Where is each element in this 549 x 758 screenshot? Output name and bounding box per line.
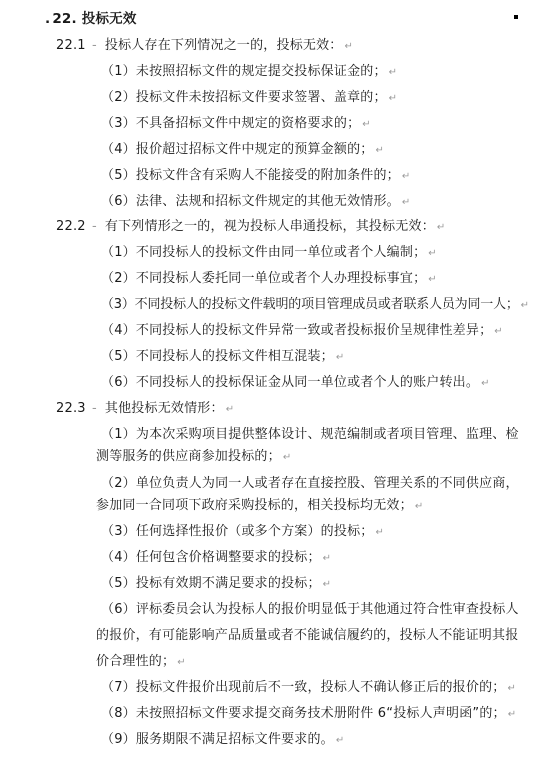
list-item <box>101 732 344 749</box>
paragraph-mark-icon: ↵ <box>401 171 411 182</box>
paragraph-mark-icon: ↵ <box>362 119 371 130</box>
list-item-text: （6）法律、法规和招标文件规定的其他无效情形。 <box>101 194 400 209</box>
list-item <box>101 576 331 593</box>
list-item-text: （4）任何包含价格调整要求的投标； <box>101 550 321 565</box>
paragraph-mark-icon: ↵ <box>507 709 517 720</box>
paragraph-mark-icon: ↵ <box>436 222 446 233</box>
paragraph-mark-icon: ↵ <box>322 579 332 590</box>
tab-mark: - <box>92 38 97 53</box>
section-heading <box>45 11 137 27</box>
list-item <box>101 271 437 288</box>
list-item <box>101 375 490 392</box>
list-item-continuation <box>96 628 518 644</box>
list-item <box>101 427 519 443</box>
heading-dot: . <box>45 11 51 27</box>
list-item-text: （4）不同投标人的投标文件异常一致或者投标报价呈规律性差异； <box>101 323 493 338</box>
list-item <box>101 680 516 697</box>
list-item-text: （1）为本次采购项目提供整体设计、规范编制或者项目管理、监理、检 <box>101 427 519 442</box>
list-item <box>101 550 331 567</box>
paragraph-mark-icon: ↵ <box>375 145 385 156</box>
list-item-continuation <box>96 449 291 466</box>
list-item-text: （3）不同投标人的投标文件载明的项目管理成员或者联系人员为同一人； <box>101 297 519 312</box>
paragraph-mark-icon: ↵ <box>428 274 437 285</box>
paragraph-mark-icon: ↵ <box>414 501 424 512</box>
list-item-text: （2）单位负责人为同一人或者存在直接控股、管理关系的不同供应商， <box>101 476 519 491</box>
paragraph-mark-icon: ↵ <box>481 378 490 389</box>
list-item <box>101 116 371 133</box>
list-item-text: （5）不同投标人的投标文件相互混装； <box>101 349 334 364</box>
list-item <box>101 323 503 340</box>
tab-mark: - <box>92 219 97 234</box>
list-item-text: （2）不同投标人委托同一单位或者个人办理投标事宜； <box>101 271 427 286</box>
list-item-text: 测等服务的供应商参加投标的； <box>96 449 281 464</box>
clause-intro: 其他投标无效情形： <box>104 401 224 416</box>
list-item-text: （5）投标有效期不满足要求的投标； <box>101 576 321 591</box>
paragraph-mark-icon: ↵ <box>322 553 332 564</box>
list-item-text: （4）报价超过招标文件中规定的预算金额的； <box>101 142 374 157</box>
list-item <box>101 168 410 185</box>
list-item <box>101 349 344 366</box>
list-item-text: （3）不具备招标文件中规定的资格要求的； <box>101 116 361 131</box>
list-item-text: 参加同一合同项下政府采购投标的，相关投标均无效； <box>96 498 413 513</box>
list-item-text: （7）投标文件报价出现前后不一致，投标人不确认修正后的报价的； <box>101 680 506 695</box>
tab-mark: - <box>92 401 97 416</box>
clause-22-3 <box>56 401 234 418</box>
paragraph-mark-icon: ↵ <box>507 683 517 694</box>
list-item <box>101 476 519 492</box>
paragraph-mark-icon: ↵ <box>388 67 398 78</box>
paragraph-mark-icon: ↵ <box>494 326 503 337</box>
paragraph-mark-icon: ↵ <box>401 197 411 208</box>
list-item <box>101 524 384 541</box>
list-item <box>101 297 529 314</box>
paragraph-mark-icon: ↵ <box>375 527 385 538</box>
list-item <box>101 90 397 107</box>
list-item-text: （6）不同投标人的投标保证金从同一单位或者个人的账户转出。 <box>101 375 480 390</box>
clause-number: 22.3 <box>56 401 86 416</box>
list-item-text: 价合理性的； <box>96 654 176 669</box>
clause-22-2 <box>56 219 446 236</box>
paragraph-mark-icon: ↵ <box>282 452 292 463</box>
paragraph-mark-icon: ↵ <box>335 735 345 746</box>
list-item <box>101 602 519 618</box>
list-item <box>101 194 410 211</box>
heading-text: 22. 投标无效 <box>52 11 137 27</box>
paragraph-mark-icon: ↵ <box>177 657 186 668</box>
paragraph-mark-icon: ↵ <box>428 248 437 259</box>
clause-number: 22.2 <box>56 219 86 234</box>
list-item-text: （3）任何选择性报价（或多个方案）的投标； <box>101 524 374 539</box>
list-item-text: （6）评标委员会认为投标人的报价明显低于其他通过符合性审查投标人 <box>101 602 519 617</box>
list-item-text: （8）未按照招标文件要求提交商务技术册附件 6“投标人声明函”的； <box>101 706 506 721</box>
list-item-text: （9）服务期限不满足招标文件要求的。 <box>101 732 334 747</box>
paragraph-mark-icon: ↵ <box>388 93 398 104</box>
list-item-continuation <box>96 498 423 515</box>
list-item <box>101 142 384 159</box>
corner-mark <box>514 15 518 19</box>
clause-intro: 投标人存在下列情况之一的，投标无效： <box>104 38 343 53</box>
clause-number: 22.1 <box>56 38 86 53</box>
list-item-text: （1）不同投标人的投标文件由同一单位或者个人编制； <box>101 245 427 260</box>
list-item <box>101 64 397 81</box>
list-item <box>101 245 437 262</box>
list-item <box>101 706 516 723</box>
paragraph-mark-icon: ↵ <box>335 352 345 363</box>
list-item-continuation <box>96 654 186 671</box>
list-item-text: （5）投标文件含有采购人不能接受的附加条件的； <box>101 168 400 183</box>
clause-intro: 有下列情形之一的，视为投标人串通投标，其投标无效： <box>104 219 435 234</box>
paragraph-mark-icon: ↵ <box>344 41 354 52</box>
clause-22-1 <box>56 38 353 55</box>
list-item-text: （2）投标文件未按招标文件要求签署、盖章的； <box>101 90 387 105</box>
list-item-text: （1）未按照招标文件的规定提交投标保证金的； <box>101 64 387 79</box>
paragraph-mark-icon: ↵ <box>225 404 235 415</box>
list-item-text: 的报价，有可能影响产品质量或者不能诚信履约的，投标人不能证明其报 <box>96 628 519 643</box>
paragraph-mark-icon: ↵ <box>520 300 529 311</box>
